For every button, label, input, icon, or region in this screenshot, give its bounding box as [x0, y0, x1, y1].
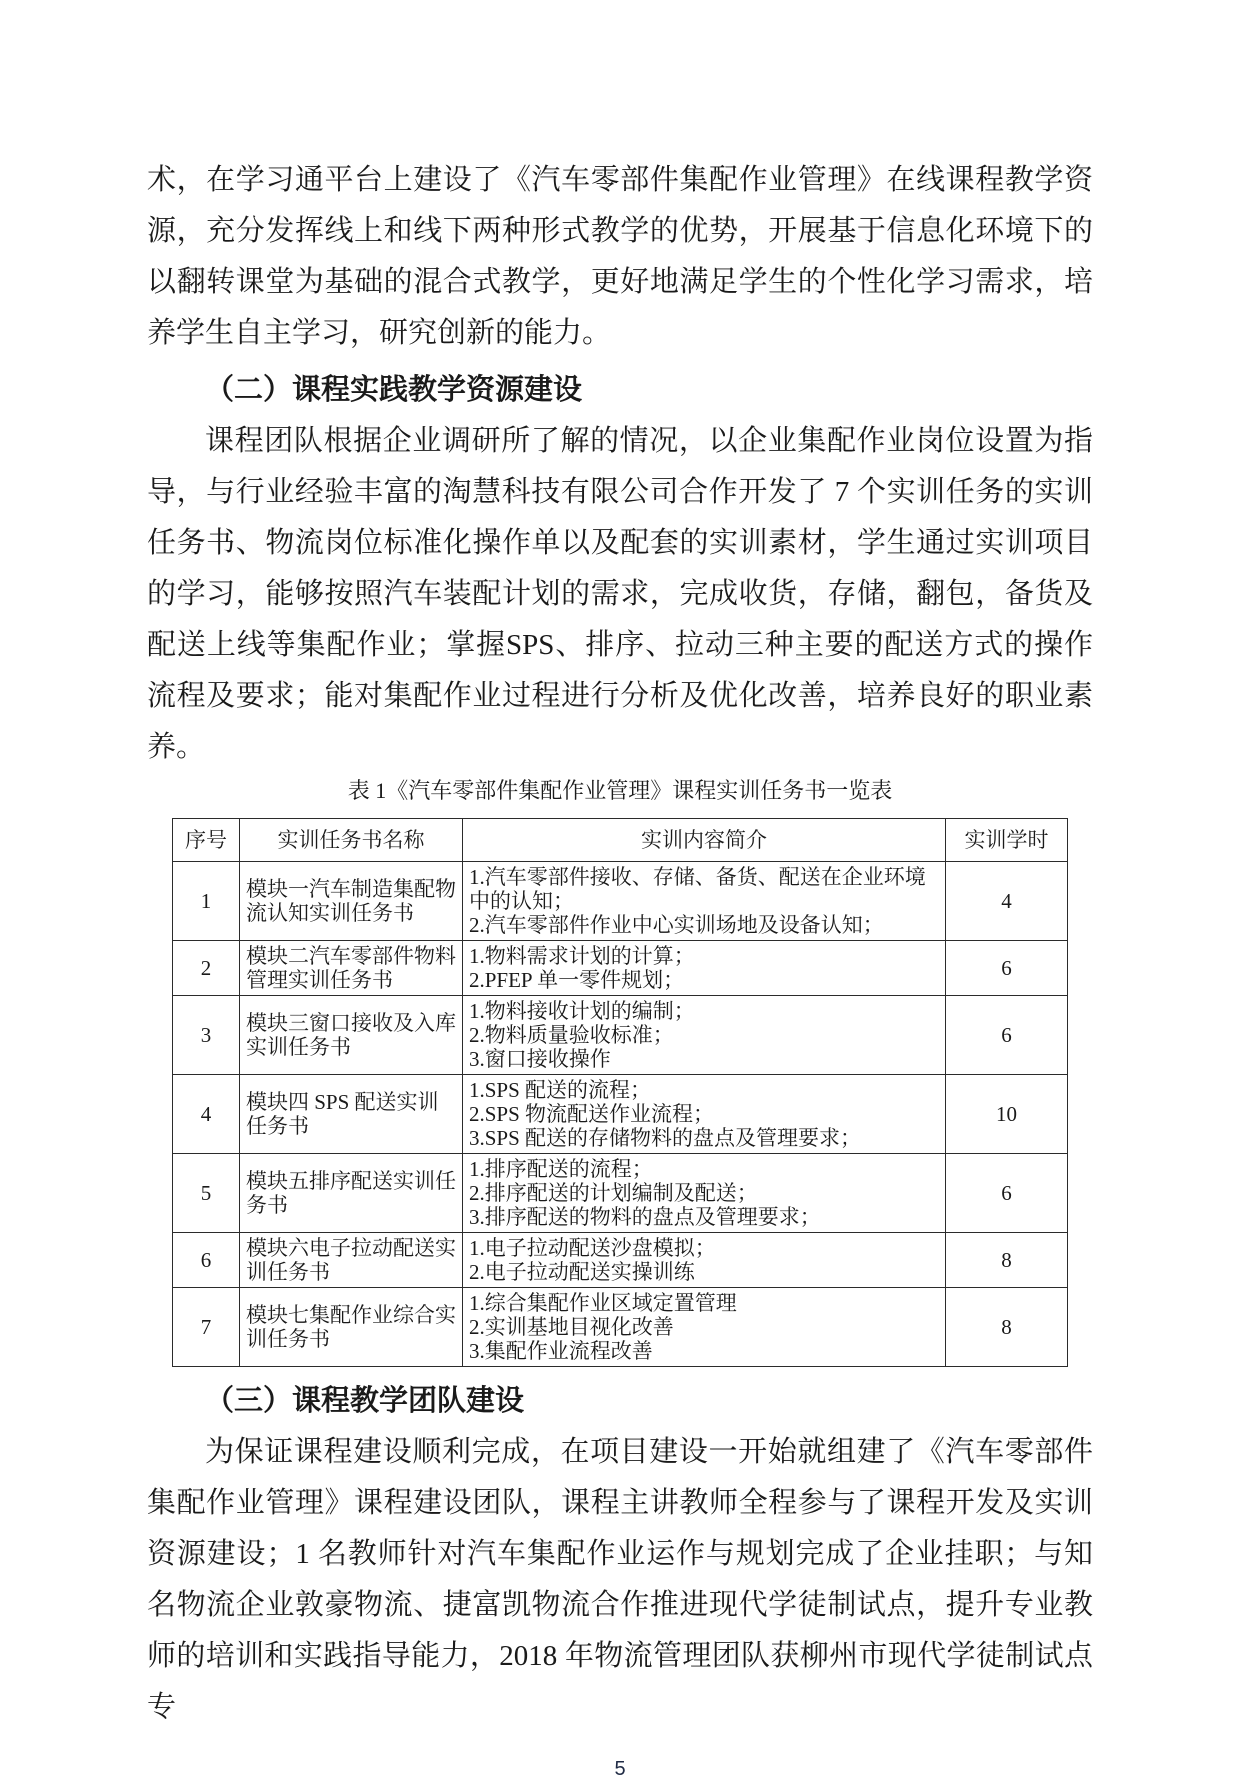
cell-row-number: 6 — [173, 1233, 240, 1288]
paragraph-practice-resources: 课程团队根据企业调研所了解的情况，以企业集配作业岗位设置为指导，与行业经验丰富的淘慧科技有限公司合作开发了 7 个实训任务的实训任务书、物流岗位标准化操作单以及配套的实训素材，学生通过实训项目的学习，能够按照汽车装配计划的需求，完成收货，存储，翻包，备货及配送上线等集配作业；掌握SPS、排序、拉动三种主要的配送方式的操作流程及要求；能对集配作业过程进行分析及优化改善，培养良好的职业素养。 — [147, 425, 1093, 763]
content-intro-item: 1.SPS 配送的流程； — [469, 1078, 652, 1102]
cell-task-name: 模块七集配作业综合实训任务书 — [240, 1288, 463, 1367]
section-heading-practice-resources: （二）课程实践教学资源建设 — [205, 374, 583, 406]
cell-training-hours: 8 — [946, 1288, 1068, 1367]
table-row — [173, 941, 1068, 996]
cell-task-name: 模块二汽车零部件物料管理实训任务书 — [240, 941, 463, 996]
content-intro-item: 3.集配作业流程改善 — [469, 1339, 653, 1363]
table-caption: 表 1《汽车零部件集配作业管理》课程实训任务书一览表 — [347, 778, 893, 803]
section-heading-teaching-team: （三）课程教学团队建设 — [205, 1385, 525, 1417]
cell-content-intro — [463, 1154, 946, 1233]
column-header-content-intro: 实训内容简介 — [463, 819, 946, 862]
content-intro-item: 2.排序配送的计划编制及配送； — [469, 1181, 758, 1205]
cell-content-intro — [463, 996, 946, 1075]
content-intro-item: 2.汽车零部件作业中心实训场地及设备认知； — [469, 913, 884, 937]
cell-content-intro — [463, 1233, 946, 1288]
cell-content-intro — [463, 1075, 946, 1154]
cell-content-intro — [463, 941, 946, 996]
cell-content-intro — [463, 1288, 946, 1367]
content-intro-item: 2.SPS 物流配送作业流程； — [469, 1102, 715, 1126]
cell-training-hours: 10 — [946, 1075, 1068, 1154]
content-intro-item: 3.排序配送的物料的盘点及管理要求； — [469, 1205, 821, 1229]
content-intro-item: 1.物料需求计划的计算； — [469, 944, 695, 968]
table-body — [173, 862, 1068, 1367]
cell-training-hours: 6 — [946, 941, 1068, 996]
table-row — [173, 996, 1068, 1075]
cell-training-hours: 6 — [946, 1154, 1068, 1233]
column-header-task-name: 实训任务书名称 — [240, 819, 463, 862]
table-row — [173, 1233, 1068, 1288]
column-header-hours: 实训学时 — [946, 819, 1068, 862]
training-task-table — [172, 818, 1068, 1367]
cell-task-name: 模块五排序配送实训任务书 — [240, 1154, 463, 1233]
content-intro-item: 2.电子拉动配送实操训练 — [469, 1260, 695, 1284]
table-header-row — [173, 819, 1068, 862]
cell-task-name: 模块四 SPS 配送实训任务书 — [240, 1075, 463, 1154]
cell-task-name: 模块三窗口接收及入库实训任务书 — [240, 996, 463, 1075]
cell-task-name: 模块一汽车制造集配物流认知实训任务书 — [240, 862, 463, 941]
cell-row-number: 2 — [173, 941, 240, 996]
cell-row-number: 4 — [173, 1075, 240, 1154]
content-intro-item: 1.综合集配作业区域定置管理 — [469, 1291, 737, 1315]
column-header-number: 序号 — [173, 819, 240, 862]
cell-row-number: 1 — [173, 862, 240, 941]
cell-training-hours: 8 — [946, 1233, 1068, 1288]
paragraph-online-course-resources: 术，在学习通平台上建设了《汽车零部件集配作业管理》在线课程教学资源，充分发挥线上和线下两种形式教学的优势，开展基于信息化环境下的以翻转课堂为基础的混合式教学，更好地满足学生的个性化学习需求，培养学生自主学习，研究创新的能力。 — [147, 164, 1093, 349]
table-row — [173, 862, 1068, 941]
table-row — [173, 1288, 1068, 1367]
cell-row-number: 3 — [173, 996, 240, 1075]
cell-task-name: 模块六电子拉动配送实训任务书 — [240, 1233, 463, 1288]
content-intro-item: 3.窗口接收操作 — [469, 1047, 611, 1071]
content-intro-item: 3.SPS 配送的存储物料的盘点及管理要求； — [469, 1126, 862, 1150]
content-intro-item: 1.排序配送的流程； — [469, 1157, 653, 1181]
cell-content-intro — [463, 862, 946, 941]
content-intro-item: 2.实训基地目视化改善 — [469, 1315, 674, 1339]
content-intro-item: 2.PFEP 单一零件规划； — [469, 968, 685, 992]
content-intro-item: 1.物料接收计划的编制； — [469, 999, 695, 1023]
cell-row-number: 7 — [173, 1288, 240, 1367]
page-number: 5 — [614, 1758, 626, 1780]
content-intro-item: 1.电子拉动配送沙盘模拟； — [469, 1236, 716, 1260]
content-intro-item: 2.物料质量验收标准； — [469, 1023, 674, 1047]
cell-row-number: 5 — [173, 1154, 240, 1233]
content-intro-item: 1.汽车零部件接收、存储、备货、配送在企业环境中的认知； — [469, 865, 926, 913]
table-row — [173, 1075, 1068, 1154]
cell-training-hours: 4 — [946, 862, 1068, 941]
paragraph-teaching-team: 为保证课程建设顺利完成，在项目建设一开始就组建了《汽车零部件集配作业管理》课程建设团队，课程主讲教师全程参与了课程开发及实训资源建设；1 名教师针对汽车集配作业运作与规划完成了企业挂职；与知名物流企业敦豪物流、捷富凯物流合作推进现代学徒制试点，提升专业教师的培训和实践指导能力，2018 年物流管理团队获柳州市现代学徒制试点专 — [147, 1436, 1093, 1723]
table-row — [173, 1154, 1068, 1233]
cell-training-hours: 6 — [946, 996, 1068, 1075]
